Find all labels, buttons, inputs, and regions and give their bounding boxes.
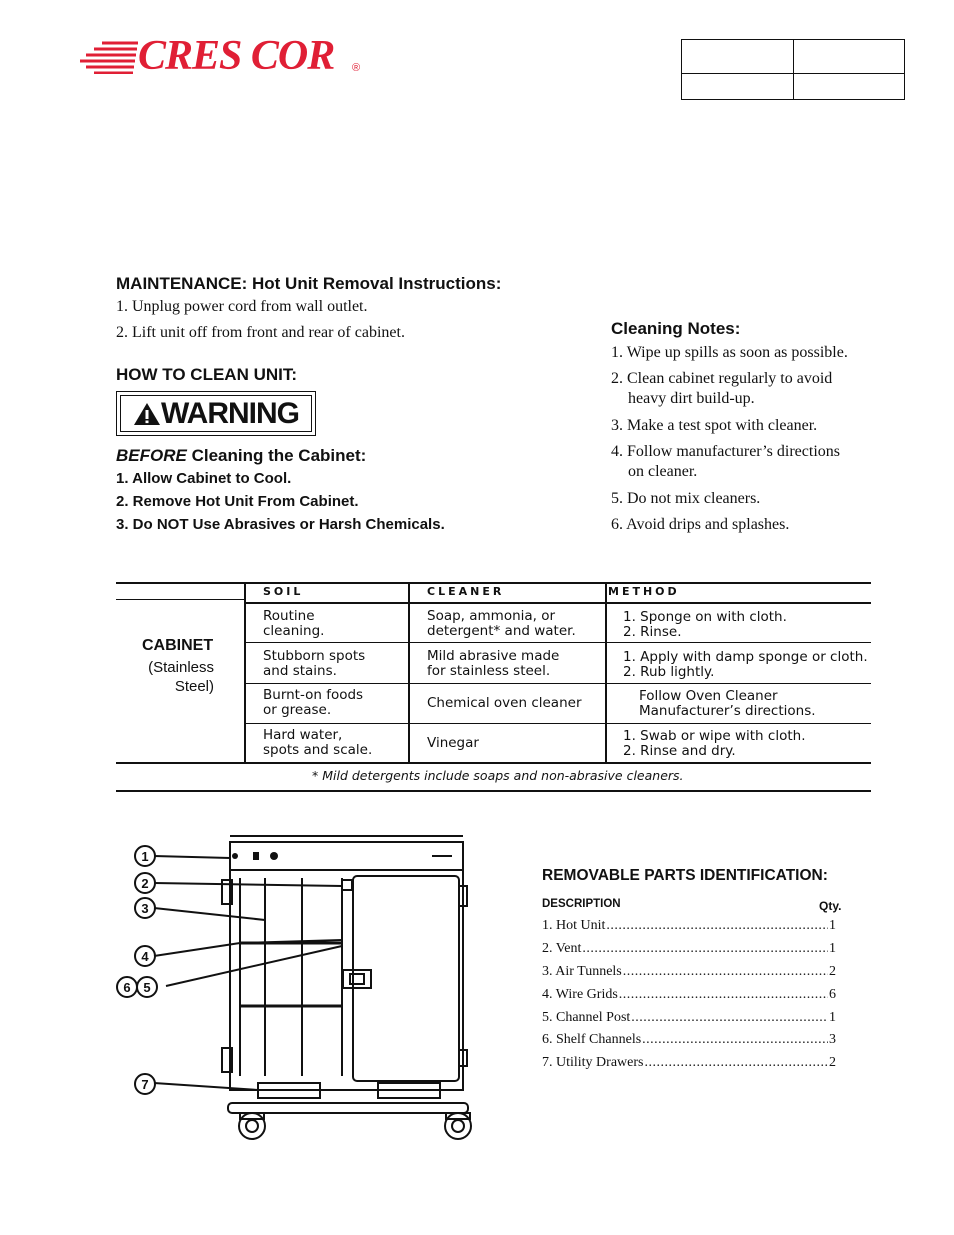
list-item: 2. Vent ..... 1 — [542, 941, 836, 957]
maintenance-heading: MAINTENANCE: Hot Unit Removal Instructions: — [116, 274, 502, 293]
before-step-3: 3. Do NOT Use Abrasives or Harsh Chemicals. — [116, 516, 445, 533]
cleaning-note-2-cont: heavy dirt build-up. — [628, 390, 755, 407]
callout-5: 5 — [136, 976, 158, 998]
table-row: 1. Apply with damp sponge or cloth. 2. Rub lightly. — [623, 649, 868, 680]
callout-2: 2 — [134, 872, 156, 894]
cleaning-note-2: 2. Clean cabinet regularly to avoid — [611, 370, 833, 387]
table-row: Follow Oven Cleaner Manufacturer’s directions. — [639, 688, 816, 719]
cleaning-notes-heading: Cleaning Notes: — [611, 319, 741, 338]
how-to-clean-heading: HOW TO CLEAN UNIT: — [116, 365, 298, 384]
table-row: Chemical oven cleaner — [427, 695, 582, 711]
row-label-sub: (Stainless Steel) — [148, 659, 214, 695]
before-heading: BEFORE Cleaning the Cabinet: — [116, 446, 367, 465]
parts-col-description: DESCRIPTION — [542, 898, 621, 910]
cleaning-note-3: 3. Make a test spot with cleaner. — [611, 417, 818, 434]
list-item: 1. Hot Unit ..... 1 — [542, 918, 836, 934]
table-row: 1. Sponge on with cloth. 2. Rinse. — [623, 609, 787, 640]
list-item: 6. Shelf Channels ..... 3 — [542, 1032, 836, 1048]
table-row: Routine cleaning. — [263, 608, 325, 639]
brand-logo — [80, 33, 380, 80]
callout-4: 4 — [134, 945, 156, 967]
list-item: 3. Air Tunnels ..... 2 — [542, 964, 836, 980]
table-header-soil: SOIL — [263, 585, 304, 598]
cabinet-diagram — [110, 828, 490, 1143]
logo-registered-mark: ® — [352, 62, 361, 74]
table-row: 1. Swab or wipe with cloth. 2. Rinse and dry. — [623, 728, 806, 759]
logo-text: CRES COR — [138, 33, 335, 79]
logo-stripes-icon — [80, 40, 140, 74]
list-item: 5. Channel Post ..... 1 — [542, 1010, 836, 1026]
list-item: 7. Utility Drawers ..... 2 — [542, 1055, 836, 1071]
warning-label: WARNING — [161, 396, 299, 430]
cleaning-table — [116, 582, 871, 792]
cleaning-note-4-cont: on cleaner. — [628, 463, 698, 480]
maintenance-step-2: 2. Lift unit off from front and rear of cabinet. — [116, 324, 405, 341]
warning-triangle-icon — [133, 402, 161, 426]
parts-heading: REMOVABLE PARTS IDENTIFICATION: — [542, 867, 828, 884]
parts-col-qty: Qty. — [819, 899, 842, 913]
table-footnote: * Mild detergents include soaps and non-abrasive cleaners. — [312, 768, 684, 783]
table-row: Stubborn spots and stains. — [263, 648, 366, 679]
cleaning-note-4: 4. Follow manufacturer’s directions — [611, 443, 840, 460]
table-row: Soap, ammonia, or detergent* and water. — [427, 608, 576, 639]
callout-3: 3 — [134, 897, 156, 919]
before-step-1: 1. Allow Cabinet to Cool. — [116, 470, 292, 487]
before-step-2: 2. Remove Hot Unit From Cabinet. — [116, 493, 359, 510]
cleaning-note-5: 5. Do not mix cleaners. — [611, 490, 761, 507]
cleaning-note-6: 6. Avoid drips and splashes. — [611, 516, 790, 533]
table-row: Vinegar — [427, 735, 479, 751]
table-row: Burnt-on foods or grease. — [263, 687, 364, 718]
row-label-cabinet: CABINET — [142, 637, 214, 654]
warning-box — [116, 391, 316, 436]
callout-7: 7 — [134, 1073, 156, 1095]
table-row: Hard water, spots and scale. — [263, 727, 373, 758]
table-header-method: METHOD — [608, 585, 680, 598]
table-row: Mild abrasive made for stainless steel. — [427, 648, 560, 679]
maintenance-step-1: 1. Unplug power cord from wall outlet. — [116, 298, 368, 315]
callout-6: 6 — [116, 976, 138, 998]
table-header-cleaner: CLEANER — [427, 585, 505, 598]
document-info-box — [681, 39, 905, 100]
list-item: 4. Wire Grids ..... 6 — [542, 987, 836, 1003]
cleaning-note-1: 1. Wipe up spills as soon as possible. — [611, 344, 848, 361]
callout-1: 1 — [134, 845, 156, 867]
